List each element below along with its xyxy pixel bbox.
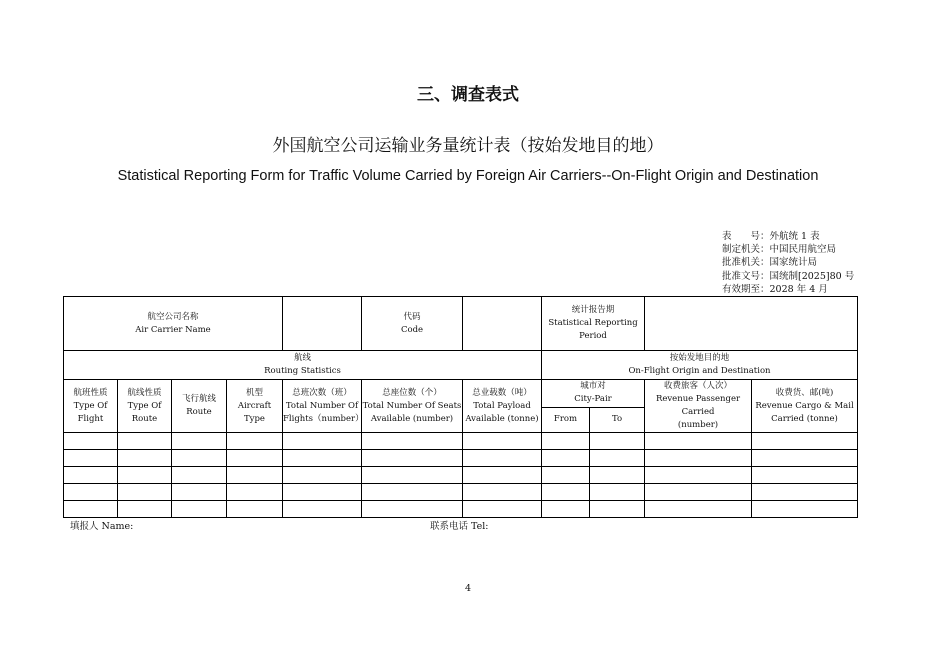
carrier-name-label: 航空公司名称 Air Carrier Name bbox=[64, 297, 283, 351]
col-revenue-passengers: 收费旅客（人次） Revenue Passenger Carried (number) bbox=[645, 380, 752, 433]
cell[interactable] bbox=[172, 484, 227, 501]
cell[interactable] bbox=[172, 450, 227, 467]
col-total-payload: 总业载数（吨） Total Payload Available (tonne) bbox=[463, 380, 542, 433]
cell[interactable] bbox=[542, 484, 590, 501]
cell[interactable] bbox=[645, 467, 752, 484]
cell[interactable] bbox=[172, 501, 227, 518]
table-row bbox=[64, 501, 858, 518]
col-total-flights: 总班次数（班） Total Number Of Flights（number） bbox=[283, 380, 362, 433]
cell[interactable] bbox=[172, 433, 227, 450]
cell[interactable] bbox=[463, 484, 542, 501]
table-row bbox=[64, 450, 858, 467]
cell[interactable] bbox=[590, 433, 645, 450]
cell[interactable] bbox=[645, 450, 752, 467]
cell[interactable] bbox=[590, 501, 645, 518]
cell[interactable] bbox=[542, 501, 590, 518]
cell[interactable] bbox=[645, 484, 752, 501]
cell[interactable] bbox=[118, 484, 172, 501]
form-title-cn: 外国航空公司运输业务量统计表（按始发地目的地） bbox=[272, 136, 664, 156]
cell[interactable] bbox=[283, 450, 362, 467]
cell[interactable] bbox=[362, 433, 463, 450]
table-row bbox=[64, 467, 858, 484]
cell[interactable] bbox=[362, 484, 463, 501]
telephone-label: 联系电话 Tel: bbox=[430, 521, 489, 532]
cell[interactable] bbox=[172, 467, 227, 484]
cell[interactable] bbox=[463, 450, 542, 467]
cell[interactable] bbox=[542, 433, 590, 450]
cell[interactable] bbox=[645, 433, 752, 450]
page-number: 4 bbox=[464, 583, 472, 594]
col-revenue-cargo-mail: 收费货、邮(吨) Revenue Cargo & Mail Carried (tonne) bbox=[752, 380, 858, 433]
cell[interactable] bbox=[463, 433, 542, 450]
table-row bbox=[64, 433, 858, 450]
cell[interactable] bbox=[362, 450, 463, 467]
period-label: 统计报告期 Statistical Reporting Period bbox=[542, 297, 645, 351]
cell[interactable] bbox=[362, 501, 463, 518]
cell[interactable] bbox=[752, 467, 858, 484]
col-type-of-route: 航线性质 Type Of Route bbox=[118, 380, 172, 433]
cell[interactable] bbox=[283, 501, 362, 518]
carrier-name-field[interactable] bbox=[283, 297, 362, 351]
cell[interactable] bbox=[463, 501, 542, 518]
cell[interactable] bbox=[283, 467, 362, 484]
cell[interactable] bbox=[227, 467, 283, 484]
cell[interactable] bbox=[590, 467, 645, 484]
col-city-pair: 城市对 City-Pair bbox=[542, 380, 645, 408]
cell[interactable] bbox=[283, 484, 362, 501]
cell[interactable] bbox=[542, 467, 590, 484]
form-title-en: Statistical Reporting Form for Traffic Volume Carried by Foreign Air Carriers--On-Flight Origin and Destination bbox=[117, 168, 819, 184]
cell[interactable] bbox=[118, 433, 172, 450]
meta-line: 批准文号：国统制[2025]80 号 bbox=[722, 270, 855, 282]
cell[interactable] bbox=[64, 450, 118, 467]
col-from: From bbox=[542, 407, 590, 432]
filler-name-label: 填报人 Name: bbox=[70, 521, 134, 532]
cell[interactable] bbox=[590, 450, 645, 467]
cell[interactable] bbox=[752, 450, 858, 467]
col-to: To bbox=[590, 407, 645, 432]
cell[interactable] bbox=[64, 467, 118, 484]
routing-statistics-header: 航线 Routing Statistics bbox=[64, 351, 542, 380]
col-total-seats: 总座位数（个） Total Number Of Seats Available (number) bbox=[362, 380, 463, 433]
cell[interactable] bbox=[64, 484, 118, 501]
col-route: 飞行航线 Route bbox=[172, 380, 227, 433]
meta-line: 制定机关：中国民用航空局 bbox=[722, 244, 837, 256]
period-field[interactable] bbox=[645, 297, 858, 351]
cell[interactable] bbox=[227, 484, 283, 501]
cell[interactable] bbox=[463, 467, 542, 484]
cell[interactable] bbox=[752, 501, 858, 518]
cell[interactable] bbox=[283, 433, 362, 450]
cell[interactable] bbox=[362, 467, 463, 484]
col-aircraft-type: 机型 Aircraft Type bbox=[227, 380, 283, 433]
table-row bbox=[64, 484, 858, 501]
cell[interactable] bbox=[752, 433, 858, 450]
code-field[interactable] bbox=[463, 297, 542, 351]
meta-line: 表 号：外航统 1 表 bbox=[722, 231, 820, 242]
od-header: 按始发地目的地 On-Flight Origin and Destination bbox=[542, 351, 858, 380]
cell[interactable] bbox=[64, 501, 118, 518]
cell[interactable] bbox=[118, 467, 172, 484]
statistics-form-table bbox=[63, 296, 858, 518]
cell[interactable] bbox=[118, 450, 172, 467]
col-type-of-flight: 航班性质 Type Of Flight bbox=[64, 380, 118, 433]
cell[interactable] bbox=[64, 433, 118, 450]
cell[interactable] bbox=[590, 484, 645, 501]
code-label: 代码 Code bbox=[362, 297, 463, 351]
cell[interactable] bbox=[227, 501, 283, 518]
cell[interactable] bbox=[645, 501, 752, 518]
meta-line: 有效期至：2028 年 4 月 bbox=[722, 283, 828, 295]
form-meta bbox=[722, 230, 854, 296]
cell[interactable] bbox=[752, 484, 858, 501]
cell[interactable] bbox=[542, 450, 590, 467]
cell[interactable] bbox=[227, 450, 283, 467]
section-title: 三、调查表式 bbox=[417, 85, 519, 105]
meta-line: 批准机关：国家统计局 bbox=[722, 257, 818, 269]
cell[interactable] bbox=[227, 433, 283, 450]
cell[interactable] bbox=[118, 501, 172, 518]
